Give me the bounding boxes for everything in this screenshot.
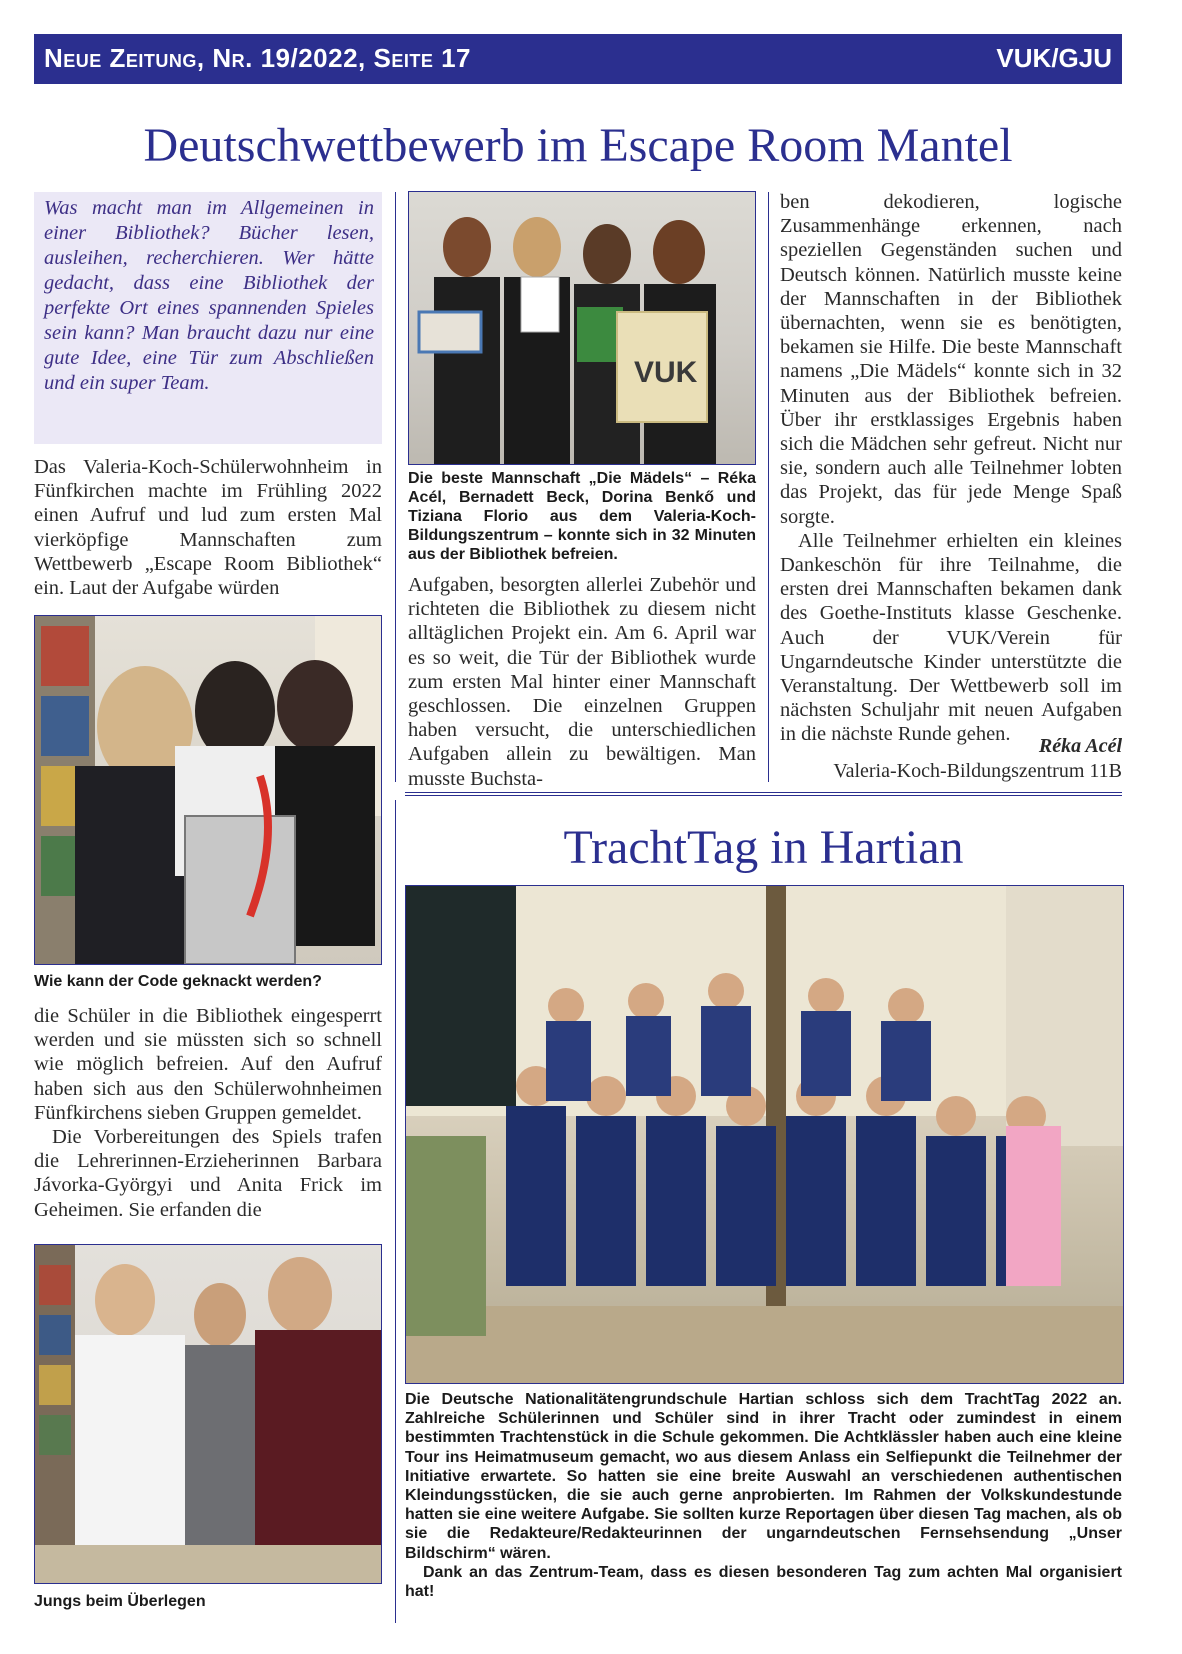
bag-logo-text: VUK bbox=[634, 356, 698, 389]
photo-caption-boys: Jungs beim Überlegen bbox=[34, 1593, 206, 1610]
column-divider bbox=[395, 800, 396, 1623]
paragraph: Das Valeria-Koch-Schülerwohnheim in Fünfkirchen machte im Frühling 2022 einen Aufruf und lud zum ersten Mal vierköpfige Mannschaften zum Wettbewerb „Escape Room Bibliothek“ ein. Laut der Aufgabe würden bbox=[34, 456, 382, 600]
photo-illustration bbox=[406, 886, 1123, 1383]
body-text-col1-bottom bbox=[34, 1004, 382, 1222]
photo-boys-thinking bbox=[34, 1244, 382, 1584]
column-divider bbox=[768, 192, 769, 782]
column-divider bbox=[395, 192, 396, 782]
photo-illustration bbox=[35, 1245, 381, 1583]
section-divider bbox=[405, 795, 1122, 796]
photo-illustration bbox=[35, 616, 381, 964]
photo-trachttag-group bbox=[405, 885, 1124, 1384]
page-header-bar bbox=[34, 34, 1122, 84]
body-text-col2 bbox=[408, 573, 756, 791]
paragraph: Dank an das Zentrum-Team, dass es diesen besonderen Tag zum achten Mal organisiert hat! bbox=[405, 1563, 1122, 1601]
photo-winning-team bbox=[408, 191, 756, 465]
paragraph: Alle Teilnehmer erhielten ein kleines Dankeschön für ihre Teilnahme, die ersten drei Mannschaften bekamen dank des Goethe-Instituts klasse Geschenke. Auch der VUK/Verein für Ungarndeutsche Kinder unterstützte die Veranstaltung. Der Wettbewerb soll im nächsten Schuljahr mit neuen Aufgaben in die nächste Runde gehen. bbox=[780, 529, 1122, 746]
paragraph: Aufgaben, besorgten allerlei Zubehör und richteten die Bibliothek zu diesem nicht alltäglichen Projekt ein. Am 6. April war es so weit, die Tür der Bibliothek wurde zum ersten Mal hinter einer Mannschaft geschlossen. Die einzelnen Gruppen haben versucht, die unterschiedlichen Aufgaben allein zu bewältigen. Man musste Buchsta- bbox=[408, 574, 756, 790]
intro-box bbox=[34, 192, 382, 444]
paragraph: Die Vorbereitungen des Spiels trafen die Lehrerinnen-Erzieherinnen Barbara Jávorka-Györgyi und Anita Frick im Geheimen. Sie erfanden die bbox=[34, 1126, 382, 1221]
intro-text: Was macht man im Allgemeinen in einer Bibliothek? Bücher lesen, ausleihen, recherchieren. Wer hätte gedacht, dass eine Bibliothek der perfekte Ort eines spannenden Spieles sein kann? Man braucht dazu nur eine gute Idee, eine Tür zum Abschließen und ein super Team. bbox=[44, 197, 374, 394]
paragraph: ben dekodieren, logische Zusammenhänge erkennen, nach speziellen Gegenständen suchen und Deutsch können. Natürlich musste keine der Mannschaften in der Bibliothek übernachten, wenn sie es benötigten, bekamen sie Hilfe. Die beste Mannschaft namens „Die Mädels“ konnte sich in 32 Minuten aus der Bibliothek befreien. Über ihr erstklassiges Ergebnis haben sich die Mädchen sehr gefreut. Nicht nur sie, sondern auch alle Teilnehmer lobten das Projekt, das für jede Menge Spaß sorgte. bbox=[780, 191, 1122, 528]
section-tag: VUK/GJU bbox=[996, 43, 1112, 73]
body-text-col3 bbox=[780, 190, 1122, 747]
author-name: Réka Acél bbox=[1038, 735, 1122, 757]
photo-illustration bbox=[409, 192, 755, 464]
author-organization: Valeria-Koch-Bildungszentrum 11B bbox=[833, 760, 1122, 782]
article-headline-escape-room: Deutschwettbewerb im Escape Room Mantel bbox=[143, 119, 1013, 172]
body-text-col1-top bbox=[34, 455, 382, 600]
article-headline-trachttag: TrachtTag in Hartian bbox=[563, 821, 964, 874]
photo-caption-trachttag bbox=[405, 1390, 1122, 1601]
paragraph: Die Deutsche Nationalitätengrundschule Hartian schloss sich dem TrachtTag 2022 an. Zahlreiche Schülerinnen und Schüler sind in ihrer Tracht oder zumindest in einem bestimmten Trachtenstück in die Schule gekommen. Die Achtklässler haben auch eine kleine Tour ins Heimatmuseum gemacht, wo aus diesem Anlass ein Selfiepunkt die Teilnehmer der Initiative erwartete. So hatten sie eine breite Auswahl an verschiedenen authentischen Kleindungsstücken, die sie auch gerne anprobierten. Im Rahmen der Volkskundestunde hatten sie eine weitere Aufgabe. Sie sollten kurze Reportagen über diesen Tag machen, als ob sie die Redakteure/Redakteurinnen der ungarndeutschen Fernsehsendung „Unser Bildschirm“ wären. bbox=[405, 1391, 1122, 1562]
paragraph: die Schüler in die Bibliothek eingesperrt werden und sie müssten sich so schnell wie möglich befreien. Auf den Aufruf haben sich aus den Schülerwohnheimen Fünfkirchens sieben Gruppen gemeldet. bbox=[34, 1005, 382, 1124]
photo-caption-team: Die beste Mannschaft „Die Mädels“ – Réka Acél, Bernadett Beck, Dorina Benkő und Tiziana Florio aus dem Valeria-Koch-Bildungszentrum – konnte sich in 32 Minuten aus der Bibliothek befreien. bbox=[408, 470, 756, 563]
section-divider bbox=[405, 792, 1122, 793]
publication-info: Neue Zeitung, Nr. 19/2022, Seite 17 bbox=[44, 43, 471, 73]
photo-caption-code: Wie kann der Code geknackt werden? bbox=[34, 973, 322, 990]
photo-cracking-code bbox=[34, 615, 382, 965]
